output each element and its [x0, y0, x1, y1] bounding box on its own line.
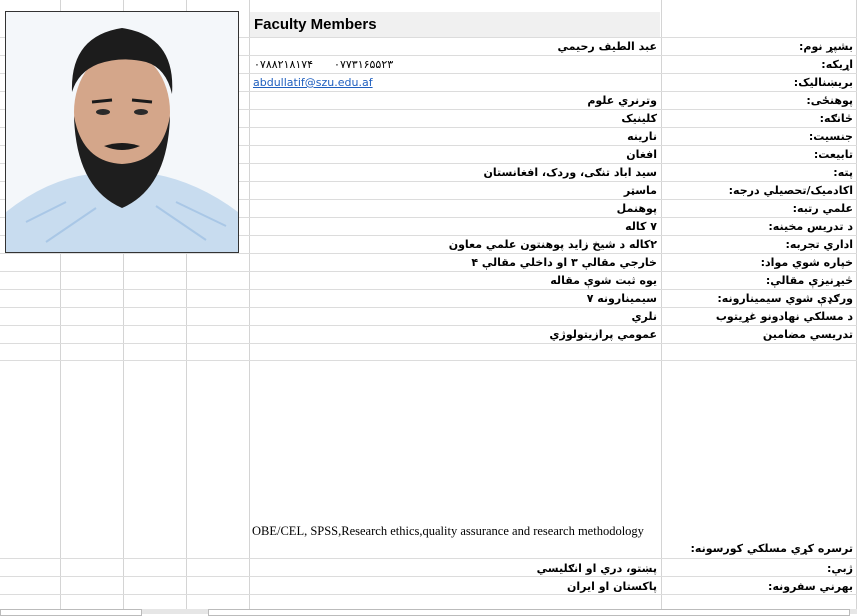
grid-row-line: [0, 289, 857, 290]
page-title: Faculty Members: [254, 16, 377, 33]
field-label: اکادمیک/تحصیلي درجه:: [728, 184, 853, 197]
field-label: څانګه:: [819, 112, 853, 125]
field-value[interactable]: عبد الطيف رحیمي: [557, 40, 657, 53]
field-value[interactable]: خارجي مقالې ۳ او داخلي مقالې ۴: [471, 256, 657, 269]
field-value[interactable]: ۲کاله د شیخ زاید پوهنتون علمي معاون: [448, 238, 657, 251]
grid-row-line: [0, 271, 857, 272]
grid-row-line: [0, 360, 857, 361]
field-value[interactable]: ۷ کاله: [625, 220, 657, 233]
grid-row-line: [0, 325, 857, 326]
sheet-tab[interactable]: [0, 609, 142, 616]
languages-value[interactable]: پښتو، دري او انګلیسي: [536, 562, 657, 575]
field-value[interactable]: نلري: [631, 310, 657, 323]
grid-row-line: [0, 576, 857, 577]
grid-row-line: [0, 307, 857, 308]
profile-photo: [5, 11, 239, 253]
travel-value[interactable]: پاکستان او ایران: [566, 580, 657, 593]
grid-row-line: [0, 558, 857, 559]
courses-value[interactable]: OBE/CEL, SPSS,Research ethics,quality assurance and research methodology: [252, 524, 644, 538]
field-label: اړیکه:: [821, 58, 853, 71]
grid-row-line: [0, 253, 857, 254]
field-label: علمي رتبه:: [792, 202, 853, 215]
field-label: خپاره شوي مواد:: [760, 256, 853, 269]
field-label: بشپړ نوم:: [799, 40, 853, 53]
field-label: بریښنالیک:: [793, 76, 853, 89]
field-label: اداري تجربه:: [785, 238, 853, 251]
travel-label: بهرني سفرونه:: [768, 580, 853, 593]
languages-label: ژبې:: [827, 562, 853, 575]
field-label: تدریسي مضامین: [762, 328, 853, 341]
field-label: څیړنیزې مقالې:: [765, 274, 853, 287]
email-link[interactable]: abdullatif@szu.edu.af: [253, 76, 373, 89]
field-label: ورګډې شوي سیمینارونه:: [717, 292, 853, 305]
horizontal-scrollbar[interactable]: [208, 609, 850, 616]
field-value[interactable]: افغان: [626, 148, 657, 161]
field-label: جنسیت:: [808, 130, 853, 143]
field-label: پته:: [833, 166, 853, 179]
courses-label: ترسره کړي مسلکي کورسونه:: [690, 542, 853, 555]
field-value[interactable]: پوهنمل: [616, 202, 657, 215]
field-label: پوهنځی:: [806, 94, 853, 107]
grid-row-line: [0, 343, 857, 344]
field-value[interactable]: یوه ثبت شوې مقاله: [550, 274, 657, 287]
field-value[interactable]: ماسټر: [623, 184, 657, 197]
field-value[interactable]: کلینیک: [621, 112, 657, 125]
field-value[interactable]: عمومي پرازیتولوژي: [549, 328, 657, 341]
field-label: تابیعت:: [813, 148, 853, 161]
field-value[interactable]: سید اباد تنګی، وردک، افغانستان: [483, 166, 657, 179]
field-value[interactable]: نارینه: [627, 130, 657, 143]
field-value[interactable]: وترنري علوم: [587, 94, 657, 107]
field-label: د مسلکي نهادونو غړیتوب: [715, 310, 853, 323]
grid-row-line: [0, 594, 857, 595]
field-label: د تدریس مخینه:: [768, 220, 853, 233]
field-value[interactable]: سیمینارونه ۷: [586, 292, 657, 305]
field-value[interactable]: ۰۷۸۸۲۱۸۱۷۴ ۰۷۷۳۱۶۵۵۲۳: [254, 58, 394, 71]
